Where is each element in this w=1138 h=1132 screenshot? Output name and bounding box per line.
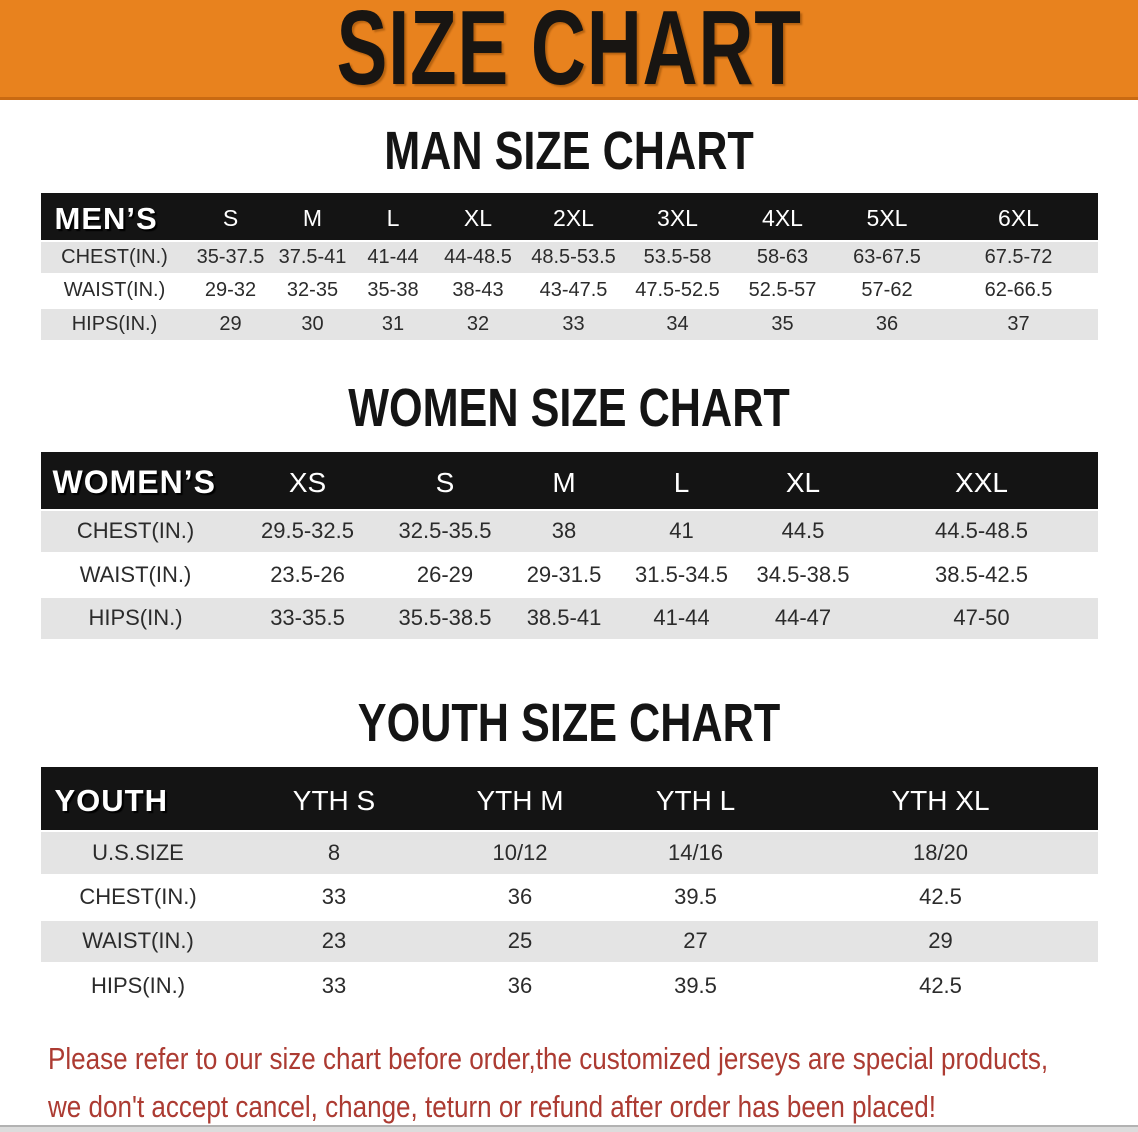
size-value-cell: 33 [523,307,625,340]
size-column-header: 2XL [523,195,625,241]
size-column-header: YTH L [608,769,784,831]
size-column-header: M [273,195,353,241]
size-column-header: L [623,454,741,510]
size-value-cell: 52.5-57 [731,274,835,307]
measure-row-label: HIPS(IN.) [41,596,231,639]
size-value-cell: 47.5-52.5 [625,274,731,307]
women-header-row [41,454,1098,510]
disclaimer [48,1035,1138,1131]
size-value-cell: 38.5-41 [506,596,623,639]
measure-row-label: CHEST(IN.) [41,241,189,274]
table-row [41,875,1098,919]
size-value-cell: 44.5-48.5 [866,510,1098,553]
table-row [41,510,1098,553]
size-value-cell: 25 [433,919,608,963]
size-value-cell: 18/20 [784,831,1098,875]
measure-row-label: HIPS(IN.) [41,963,236,1007]
size-value-cell: 43-47.5 [523,274,625,307]
image-bottom-edge [0,1125,1138,1132]
size-column-header: YTH M [433,769,608,831]
size-value-cell: 29.5-32.5 [231,510,385,553]
disclaimer-line-2: we don't accept cancel, change, teturn or refund after order has been placed! [48,1089,937,1124]
size-value-cell: 35-38 [353,274,434,307]
size-column-header: XL [434,195,523,241]
size-value-cell: 44-47 [741,596,866,639]
size-value-cell: 10/12 [433,831,608,875]
size-value-cell: 42.5 [784,875,1098,919]
size-value-cell: 41-44 [353,241,434,274]
measure-row-label: WAIST(IN.) [41,919,236,963]
size-value-cell: 8 [236,831,433,875]
size-value-cell: 63-67.5 [835,241,940,274]
banner-title: SIZE CHART [336,0,802,100]
size-value-cell: 32.5-35.5 [385,510,506,553]
measure-row-label: HIPS(IN.) [41,307,189,340]
size-value-cell: 31.5-34.5 [623,553,741,596]
size-value-cell: 29-32 [189,274,273,307]
youth-section-heading: YOUTH SIZE CHART [357,693,781,753]
size-value-cell: 39.5 [608,875,784,919]
size-value-cell: 29 [784,919,1098,963]
size-value-cell: 26-29 [385,553,506,596]
size-value-cell: 44-48.5 [434,241,523,274]
measure-row-label: CHEST(IN.) [41,875,236,919]
size-column-header: XL [741,454,866,510]
table-row [41,241,1098,274]
size-value-cell: 36 [433,875,608,919]
table-row [41,919,1098,963]
size-value-cell: 34 [625,307,731,340]
size-value-cell: 31 [353,307,434,340]
men-header-row [41,195,1098,241]
size-value-cell: 38.5-42.5 [866,553,1098,596]
men-table-title: MEN’S [41,195,189,241]
table-row [41,963,1098,1007]
size-value-cell: 35-37.5 [189,241,273,274]
banner [0,0,1138,100]
size-value-cell: 36 [835,307,940,340]
size-value-cell: 38-43 [434,274,523,307]
size-column-header: 6XL [940,195,1098,241]
size-value-cell: 32 [434,307,523,340]
size-column-header: S [385,454,506,510]
size-value-cell: 35 [731,307,835,340]
size-column-header: YTH XL [784,769,1098,831]
table-row [41,274,1098,307]
disclaimer-line-1: Please refer to our size chart before order,the customized jerseys are special products, [48,1041,1049,1076]
size-value-cell: 38 [506,510,623,553]
size-value-cell: 58-63 [731,241,835,274]
size-column-header: L [353,195,434,241]
size-value-cell: 37.5-41 [273,241,353,274]
size-value-cell: 33 [236,963,433,1007]
table-row [41,553,1098,596]
size-value-cell: 48.5-53.5 [523,241,625,274]
table-row [41,596,1098,639]
size-value-cell: 57-62 [835,274,940,307]
size-value-cell: 30 [273,307,353,340]
size-value-cell: 41 [623,510,741,553]
table-row [41,307,1098,340]
women-table-title: WOMEN’S [41,454,231,510]
size-value-cell: 47-50 [866,596,1098,639]
women-size-table [41,452,1098,639]
size-value-cell: 62-66.5 [940,274,1098,307]
measure-row-label: WAIST(IN.) [41,553,231,596]
measure-row-label: WAIST(IN.) [41,274,189,307]
size-column-header: 4XL [731,195,835,241]
size-value-cell: 67.5-72 [940,241,1098,274]
size-column-header: XXL [866,454,1098,510]
size-value-cell: 34.5-38.5 [741,553,866,596]
size-value-cell: 33-35.5 [231,596,385,639]
size-column-header: 3XL [625,195,731,241]
size-value-cell: 29 [189,307,273,340]
table-row [41,831,1098,875]
women-section-heading: WOMEN SIZE CHART [348,378,790,438]
size-value-cell: 33 [236,875,433,919]
size-value-cell: 23.5-26 [231,553,385,596]
youth-size-table [41,767,1098,1007]
size-value-cell: 35.5-38.5 [385,596,506,639]
size-column-header: M [506,454,623,510]
youth-table-title: YOUTH [41,769,236,831]
size-value-cell: 44.5 [741,510,866,553]
size-column-header: XS [231,454,385,510]
size-value-cell: 42.5 [784,963,1098,1007]
size-column-header: S [189,195,273,241]
size-column-header: 5XL [835,195,940,241]
measure-row-label: U.S.SIZE [41,831,236,875]
size-value-cell: 14/16 [608,831,784,875]
youth-header-row [41,769,1098,831]
size-value-cell: 37 [940,307,1098,340]
size-value-cell: 41-44 [623,596,741,639]
measure-row-label: CHEST(IN.) [41,510,231,553]
men-size-table [41,193,1098,340]
size-value-cell: 29-31.5 [506,553,623,596]
size-value-cell: 32-35 [273,274,353,307]
men-section-heading: MAN SIZE CHART [384,121,754,181]
size-value-cell: 53.5-58 [625,241,731,274]
size-column-header: YTH S [236,769,433,831]
size-value-cell: 23 [236,919,433,963]
size-value-cell: 39.5 [608,963,784,1007]
size-value-cell: 27 [608,919,784,963]
size-value-cell: 36 [433,963,608,1007]
